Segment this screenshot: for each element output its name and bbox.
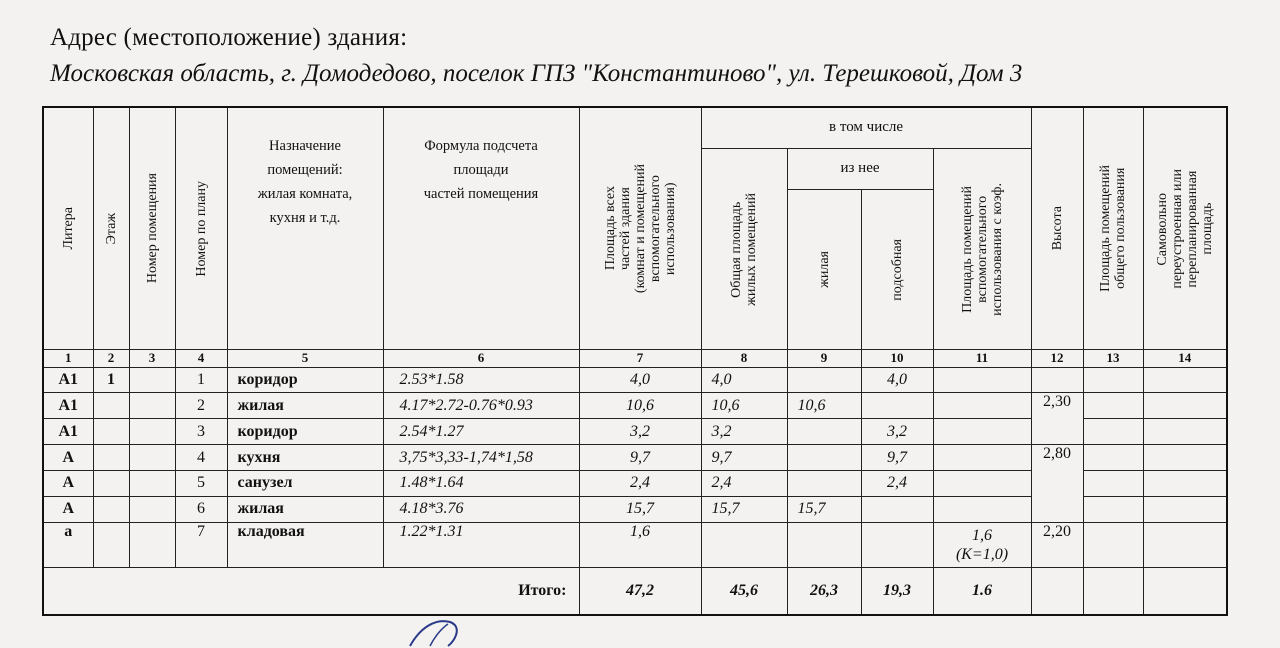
col-header-of-which: из нее xyxy=(787,148,933,189)
table-row xyxy=(43,445,1227,471)
room-cell xyxy=(129,367,175,393)
coef-factor: (К=1,0) xyxy=(955,545,1009,563)
total-living-cell: 2,4 xyxy=(701,470,787,496)
common-cell xyxy=(1083,522,1143,567)
purpose-cell: жилая xyxy=(227,496,383,522)
col-header-floor: Этаж xyxy=(93,107,129,350)
coef-cell xyxy=(933,470,1031,496)
litera-cell: А xyxy=(43,445,93,471)
total-living-cell: 3,2 xyxy=(701,419,787,445)
area-cell: 4,0 xyxy=(579,367,701,393)
replanned-cell xyxy=(1143,567,1227,615)
col-header-formula: Формула подсчета площади частей помещения xyxy=(383,107,579,350)
aux-cell: 2,4 xyxy=(861,470,933,496)
col-header-including: в том числе xyxy=(701,107,1031,148)
signature-mark xyxy=(390,608,510,648)
aux-cell xyxy=(861,393,933,419)
col-number: 3 xyxy=(129,350,175,368)
total-living-cell xyxy=(701,522,787,567)
common-cell xyxy=(1083,445,1143,471)
totals-label: Итого: xyxy=(43,567,579,615)
coef-cell xyxy=(933,496,1031,522)
room-cell xyxy=(129,419,175,445)
formula-cell: 4.17*2.72-0.76*0.93 xyxy=(383,393,579,419)
room-cell xyxy=(129,496,175,522)
formula-cell: 3,75*3,33-1,74*1,58 xyxy=(383,445,579,471)
height-cell: 2,20 xyxy=(1031,522,1083,567)
col-number: 7 xyxy=(579,350,701,368)
coef-cell xyxy=(933,367,1031,393)
litera-cell: А1 xyxy=(43,419,93,445)
total-aux: 19,3 xyxy=(861,567,933,615)
floor-cell: 1 xyxy=(93,367,129,393)
common-cell xyxy=(1083,367,1143,393)
common-cell xyxy=(1083,393,1143,419)
col-number: 2 xyxy=(93,350,129,368)
common-cell xyxy=(1083,470,1143,496)
floor-cell xyxy=(93,393,129,419)
plan-cell: 1 xyxy=(175,367,227,393)
purpose-cell: коридор xyxy=(227,367,383,393)
coef-value: 1,6 xyxy=(972,526,993,544)
living-cell xyxy=(787,522,861,567)
aux-cell: 4,0 xyxy=(861,367,933,393)
room-cell xyxy=(129,393,175,419)
area-cell: 2,4 xyxy=(579,470,701,496)
col-number: 10 xyxy=(861,350,933,368)
living-cell: 15,7 xyxy=(787,496,861,522)
common-cell xyxy=(1083,567,1143,615)
col-number: 1 xyxy=(43,350,93,368)
total-coef: 1.6 xyxy=(933,567,1031,615)
floor-cell xyxy=(93,496,129,522)
purpose-cell: коридор xyxy=(227,419,383,445)
table-row xyxy=(43,393,1227,419)
floor-cell xyxy=(93,522,129,567)
floor-cell xyxy=(93,445,129,471)
column-numbers-row xyxy=(43,350,1227,368)
plan-cell: 3 xyxy=(175,419,227,445)
aux-cell: 9,7 xyxy=(861,445,933,471)
area-cell: 9,7 xyxy=(579,445,701,471)
total-living: 26,3 xyxy=(787,567,861,615)
col-header-aux-coef: Площадь помещений вспомогательного использования с коэф. xyxy=(933,148,1031,349)
common-cell xyxy=(1083,419,1143,445)
total-living-area: 45,6 xyxy=(701,567,787,615)
aux-cell: 3,2 xyxy=(861,419,933,445)
replanned-cell xyxy=(1143,470,1227,496)
total-living-cell: 9,7 xyxy=(701,445,787,471)
table-row xyxy=(43,367,1227,393)
col-header-area-all: Площадь всех частей здания (комнат и помещений вспомогательного использования) xyxy=(579,107,701,350)
col-header-room-number: Номер помещения xyxy=(129,107,175,350)
col-header-living: жилая xyxy=(787,190,861,350)
total-area: 47,2 xyxy=(579,567,701,615)
coef-cell xyxy=(933,393,1031,419)
coef-cell xyxy=(933,419,1031,445)
formula-cell: 2.53*1.58 xyxy=(383,367,579,393)
replanned-cell xyxy=(1143,419,1227,445)
floor-cell xyxy=(93,470,129,496)
litera-cell: А1 xyxy=(43,367,93,393)
formula-cell: 1.22*1.31 xyxy=(383,522,579,567)
replanned-cell xyxy=(1143,522,1227,567)
col-number: 13 xyxy=(1083,350,1143,368)
room-cell xyxy=(129,470,175,496)
replanned-cell xyxy=(1143,496,1227,522)
floor-cell xyxy=(93,419,129,445)
purpose-cell: кухня xyxy=(227,445,383,471)
col-number: 8 xyxy=(701,350,787,368)
living-cell: 10,6 xyxy=(787,393,861,419)
col-number: 5 xyxy=(227,350,383,368)
building-address: Московская область, г. Домодедово, поселок ГПЗ "Константиново", ул. Терешковой, Дом 3 xyxy=(50,60,1023,87)
col-header-height: Высота xyxy=(1031,107,1083,350)
litera-cell: а xyxy=(43,522,93,567)
living-cell xyxy=(787,445,861,471)
height-cell xyxy=(1031,367,1083,393)
formula-cell: 2.54*1.27 xyxy=(383,419,579,445)
col-number: 9 xyxy=(787,350,861,368)
col-header-plan-number: Номер по плану xyxy=(175,107,227,350)
plan-cell: 6 xyxy=(175,496,227,522)
living-cell xyxy=(787,419,861,445)
area-cell: 15,7 xyxy=(579,496,701,522)
aux-cell xyxy=(861,496,933,522)
col-header-total-living: Общая площадь жилых помещений xyxy=(701,148,787,349)
purpose-cell: кладовая xyxy=(227,522,383,567)
coef-cell xyxy=(933,522,1031,567)
height-cell: 2,30 xyxy=(1031,393,1083,445)
col-header-litera: Литера xyxy=(43,107,93,350)
common-cell xyxy=(1083,496,1143,522)
coef-cell xyxy=(933,445,1031,471)
replanned-cell xyxy=(1143,445,1227,471)
area-cell: 3,2 xyxy=(579,419,701,445)
col-number: 11 xyxy=(933,350,1031,368)
plan-cell: 5 xyxy=(175,470,227,496)
room-cell xyxy=(129,445,175,471)
height-cell: 2,80 xyxy=(1031,445,1083,522)
area-cell: 1,6 xyxy=(579,522,701,567)
total-living-cell: 4,0 xyxy=(701,367,787,393)
col-header-auxiliary: подсобная xyxy=(861,190,933,350)
col-header-replanned: Самовольно переустроенная или перепланированная площадь xyxy=(1143,107,1227,350)
total-living-cell: 10,6 xyxy=(701,393,787,419)
totals-row xyxy=(43,567,1227,615)
living-cell xyxy=(787,470,861,496)
replanned-cell xyxy=(1143,367,1227,393)
aux-cell xyxy=(861,522,933,567)
plan-cell: 7 xyxy=(175,522,227,567)
col-header-common: Площадь помещений общего пользования xyxy=(1083,107,1143,350)
litera-cell: А xyxy=(43,496,93,522)
col-number: 14 xyxy=(1143,350,1227,368)
replanned-cell xyxy=(1143,393,1227,419)
living-cell xyxy=(787,367,861,393)
table-row xyxy=(43,522,1227,567)
litera-cell: А1 xyxy=(43,393,93,419)
purpose-cell: санузел xyxy=(227,470,383,496)
plan-cell: 4 xyxy=(175,445,227,471)
col-number: 6 xyxy=(383,350,579,368)
address-heading: Адрес (местоположение) здания: xyxy=(50,24,408,51)
col-number: 12 xyxy=(1031,350,1083,368)
col-header-purpose: Назначение помещений: жилая комната, кухня и т.д. xyxy=(227,107,383,350)
total-living-cell: 15,7 xyxy=(701,496,787,522)
plan-cell: 2 xyxy=(175,393,227,419)
room-explication-table xyxy=(42,106,1228,616)
height-cell xyxy=(1031,567,1083,615)
litera-cell: А xyxy=(43,470,93,496)
formula-cell: 4.18*3.76 xyxy=(383,496,579,522)
area-cell: 10,6 xyxy=(579,393,701,419)
formula-cell: 1.48*1.64 xyxy=(383,470,579,496)
room-cell xyxy=(129,522,175,567)
col-number: 4 xyxy=(175,350,227,368)
purpose-cell: жилая xyxy=(227,393,383,419)
